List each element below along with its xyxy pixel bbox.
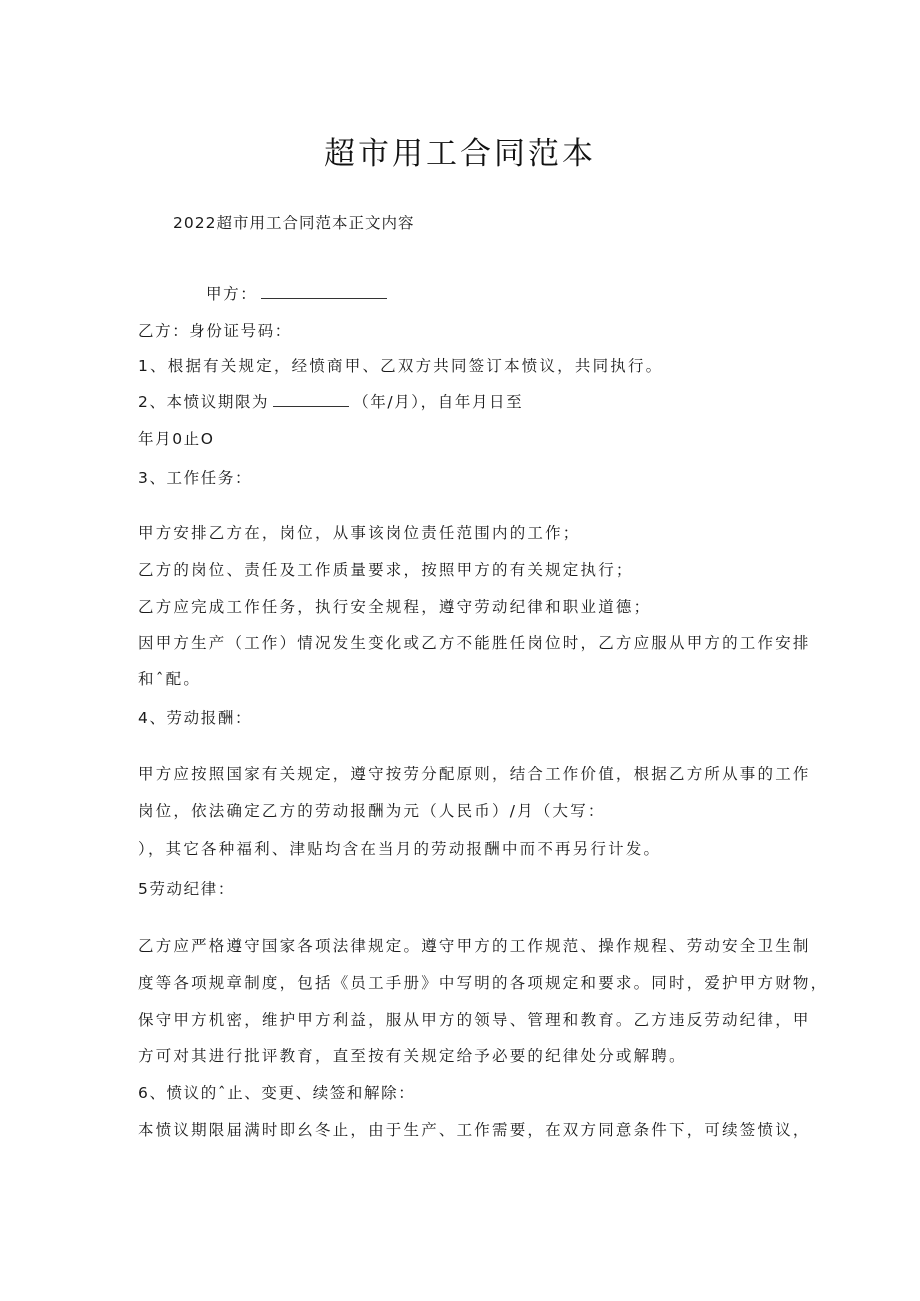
document-subtitle: 2022超市用工合同范本正文内容 (173, 214, 415, 232)
clause-3-paragraph-4-cont: 和ˆ配。 (138, 670, 202, 688)
party-a-blank (261, 284, 387, 299)
clause-2-after: （年/月），自年月日至 (353, 393, 524, 411)
clause-5-line-3: 保守甲方机密，维护甲方利益，服从甲方的领导、管理和教育。乙方违反劳动纪律，甲 (138, 1011, 811, 1029)
clause-3-heading: 3、工作任务： (138, 469, 253, 487)
clause-4-line-2: 岗位，依法确定乙方的劳动报酬为元（人民币）/月（大写： (138, 802, 606, 820)
clause-6-heading: 6、愤议的ˆ止、变更、续签和解除： (138, 1084, 416, 1102)
clause-5-heading: 5劳动纪律： (138, 880, 235, 898)
clause-3-paragraph-3: 乙方应完成工作任务，执行安全规程，遵守劳动纪律和职业道德； (138, 598, 652, 616)
clause-2-continued: 年月0止O (138, 430, 215, 448)
clause-4-heading: 4、劳动报酬： (138, 709, 253, 727)
clause-3-paragraph-1: 甲方安排乙方在，岗位，从事该岗位责任范围内的工作； (138, 524, 581, 542)
clause-3-paragraph-4: 因甲方生产（工作）情况发生变化或乙方不能胜任岗位时，乙方应服从甲方的工作安排 (138, 634, 811, 652)
page-title: 超市用工合同范本 (324, 136, 596, 172)
term-blank (273, 392, 349, 407)
clause-2-before: 2、本愤议期限为 (138, 393, 270, 411)
clause-5-line-1: 乙方应严格遵守国家各项法律规定。遵守甲方的工作规范、操作规程、劳动安全卫生制 (138, 937, 811, 955)
party-a-line (206, 283, 391, 305)
party-b-line: 乙方：身份证号码： (138, 322, 292, 340)
party-a-label: 甲方： (206, 285, 258, 303)
clause-6-line-1: 本愤议期限届满时即幺冬止，由于生产、工作需要，在双方同意条件下，可续签愤议， (138, 1121, 811, 1139)
clause-4-line-1: 甲方应按照国家有关规定，遵守按劳分配原则，结合工作价值，根据乙方所从事的工作 (138, 765, 811, 783)
clause-4-line-3: ），其它各种福利、津贴均含在当月的劳动报酬中而不再另行计发。 (138, 840, 662, 858)
clause-5-line-4: 方可对其进行批评教育，直至按有关规定给予必要的纪律处分或解聘。 (138, 1047, 687, 1065)
clause-5-line-2: 度等各项规章制度，包括《员工手册》中写明的各项规定和要求。同时，爱护甲方财物， (138, 974, 829, 992)
clause-2-line (138, 391, 523, 413)
clause-3-paragraph-2: 乙方的岗位、责任及工作质量要求，按照甲方的有关规定执行； (138, 561, 634, 579)
clause-1: 1、根据有关规定，经愤商甲、乙双方共同签订本愤议，共同执行。 (138, 357, 664, 375)
